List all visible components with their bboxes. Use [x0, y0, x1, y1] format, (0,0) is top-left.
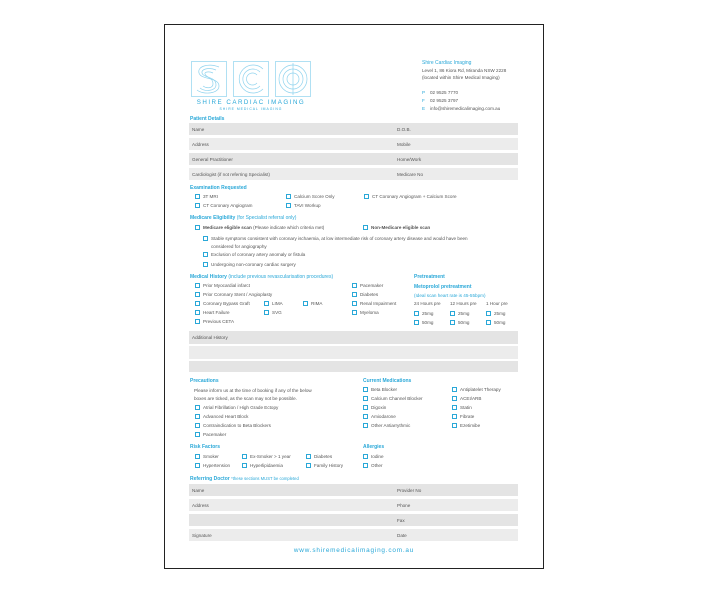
- clinic-phone: 02 9525 7770: [430, 90, 459, 95]
- checkbox[interactable]: [352, 283, 357, 288]
- criteria-stable-symptoms-cont: considered for angiography: [211, 244, 267, 249]
- doctor-name-label: Name: [192, 488, 205, 493]
- patient-medicare-label: Medicare No: [397, 172, 424, 177]
- checkbox[interactable]: [306, 463, 311, 468]
- clinic-fax: 02 9525 3797: [430, 98, 459, 103]
- checkbox[interactable]: [363, 463, 368, 468]
- checkbox[interactable]: [452, 405, 457, 410]
- logo: [189, 61, 313, 113]
- patient-cardiologist-label: Cardiologist (if not referring Specialist): [192, 172, 270, 177]
- referring-doctor-heading: Referring Doctor *these sections MUST be completed: [190, 476, 299, 482]
- doctor-row[interactable]: [189, 484, 518, 496]
- clinic-email: info@shiremedicalimaging.com.au: [430, 106, 501, 111]
- fax-label: F: [422, 98, 425, 103]
- checkbox[interactable]: [450, 320, 455, 325]
- doctor-row[interactable]: [189, 529, 518, 541]
- patient-homework-label: Home/Work: [397, 157, 422, 162]
- checkbox[interactable]: [195, 283, 200, 288]
- doctor-date-label: Date: [397, 533, 407, 538]
- patient-row[interactable]: [189, 123, 518, 135]
- clinic-name: Shire Cardiac Imaging: [422, 60, 472, 66]
- logo-tagline: SHIRE MEDICAL IMAGING: [219, 107, 283, 111]
- checkbox[interactable]: [303, 301, 308, 306]
- checkbox[interactable]: [264, 301, 269, 306]
- checkbox[interactable]: [363, 414, 368, 419]
- patient-details-heading: Patient Details: [190, 116, 225, 122]
- checkbox[interactable]: [452, 387, 457, 392]
- footer-website[interactable]: www.shiremedicalimaging.com.au: [293, 547, 415, 554]
- col-12h: 12 Hours pre: [450, 301, 477, 306]
- doctor-address-label: Address: [192, 503, 209, 508]
- logo-letter-i-mark: [275, 61, 311, 97]
- doctor-row[interactable]: [189, 499, 518, 511]
- checkbox[interactable]: [486, 320, 491, 325]
- patient-row[interactable]: [189, 138, 518, 150]
- allergies-heading: Allergies: [363, 444, 385, 450]
- checkbox[interactable]: [363, 405, 368, 410]
- additional-history-label: Additional History: [192, 335, 228, 340]
- checkbox[interactable]: [286, 194, 291, 199]
- checkbox[interactable]: [414, 311, 419, 316]
- precautions-text-1: Please inform us at the time of booking if any of the below: [194, 388, 312, 393]
- checkbox[interactable]: [352, 310, 357, 315]
- checkbox[interactable]: [195, 405, 200, 410]
- checkbox[interactable]: [203, 252, 208, 257]
- checkbox[interactable]: [363, 423, 368, 428]
- logo-name: SHIRE CARDIAC IMAGING: [196, 99, 306, 106]
- patient-name-label: Name: [192, 127, 205, 132]
- checkbox[interactable]: [452, 423, 457, 428]
- additional-history-line[interactable]: [189, 346, 518, 359]
- checkbox[interactable]: [452, 414, 457, 419]
- clinic-address-line2: (located within Shire Medical Imaging): [422, 75, 500, 80]
- heart-rate-note: (Ideal scan heart rate is 45-55bpm): [414, 293, 486, 298]
- checkbox[interactable]: [195, 310, 200, 315]
- exam-heading: Examination Requested: [190, 185, 247, 191]
- doctor-phone-label: Phone: [397, 503, 411, 508]
- patient-address-label: Address: [192, 142, 209, 147]
- patient-row[interactable]: [189, 153, 518, 165]
- checkbox[interactable]: [352, 292, 357, 297]
- checkbox[interactable]: [363, 387, 368, 392]
- patient-gp-label: General Practitioner: [192, 157, 233, 162]
- doctor-fax-label: Fax: [397, 518, 405, 523]
- metoprolol-heading: Metoprolol pretreatment: [414, 284, 472, 290]
- additional-history-field[interactable]: [189, 331, 518, 344]
- checkbox[interactable]: [242, 463, 247, 468]
- doctor-provider-label: Provider No: [397, 488, 422, 493]
- pretreatment-heading: Pretreatment: [414, 274, 445, 280]
- doctor-signature-label: Signature: [192, 533, 212, 538]
- logo-letter-s-mark: [191, 61, 227, 97]
- checkbox[interactable]: [195, 292, 200, 297]
- checkbox[interactable]: [264, 310, 269, 315]
- checkbox[interactable]: [195, 194, 200, 199]
- checkbox[interactable]: [286, 203, 291, 208]
- checkbox[interactable]: [195, 454, 200, 459]
- medicare-heading: Medicare Eligibility (for Specialist referral only): [190, 215, 297, 221]
- clinic-address-line1: Level 1, 86 Kiora Rd, Miranda NSW 2228: [422, 68, 507, 73]
- checkbox[interactable]: [195, 319, 200, 324]
- checkbox[interactable]: [195, 225, 200, 230]
- checkbox[interactable]: [414, 320, 419, 325]
- checkbox[interactable]: [452, 396, 457, 401]
- checkbox[interactable]: [203, 236, 208, 241]
- checkbox[interactable]: [363, 396, 368, 401]
- medications-heading: Current Medications: [363, 378, 412, 384]
- referral-form-page: SHIRE CARDIAC IMAGING SHIRE MEDICAL IMAGING Shire Cardiac Imaging Level 1, 86 Kiora Rd, Miranda NSW 2228 (located within Shire Medical Imaging) P 02 9525 7770 F 02 9525 3797 E info@shiremedicalimaging.com.au Patient Details Name D.O.B. Address Mobile General Practitioner Home/Work Cardiologist (if not referring Specialist) Medicare No Examination Requested 3T MRI CT Coronary Angiogram Calcium Score Only TAVI Workup CT Coronary Angiogram + Calcium Score Medicare Eligibility (for Specialist referral only) Medicare eligible scan (Please indicate which criteria met) Non-Medicare eligible scan Stable symptoms consistent with coronary ischaemia, at low intermediate risk of coronary artery disease and would have been considered for angiography Exclusion of coronary artery anomaly or fistula Undergoing non-coronary cardiac surgery Medical History (include previous revascularisation procedures) Prior Myocardial infarct Prior Coronary Stent / Angioplasty Coronary Bypass Graft Heart Failure Previous CETA LIMA RIMA SVG Pacemaker Diabetes Renal Impairment Myeloma Pretreatment Metoprolol pretreatment (Ideal scan heart rate is 45-55bpm) 24 Hours pre 12 Hours pre 1 Hour pre 25mg 50mg 25mg 50mg 25mg 50mg Additional History Precautions Please inform us at the time of booking if any of the below boxes are ticked, as the scan may not be possible. Atrial Fibrillation / High Grade Ectopy Advanced Heart Block Contraindication to Beta Blockers Pacemaker Current Medications Beta Blocker Calcium Channel Blocker Digoxin Amiodarone Other Antiarrythmic Antiplatelet Therapy ACEI/ARB Statin Fibrate Ezetimibe Risk Factors Smoker Ex-Smoker > 1 year Diabetes Hypertension Hyperlipidaemia Family History Allergies Iodine Other Referring Doctor *these sections MUST be completed Name Provider No Address Phone Fax Signature Date www.shiremedicalimaging.com.au: [164, 24, 544, 569]
- checkbox[interactable]: [195, 432, 200, 437]
- patient-dob-label: D.O.B.: [397, 127, 411, 132]
- col-1h: 1 Hour pre: [486, 301, 508, 306]
- checkbox[interactable]: [364, 194, 369, 199]
- additional-history-line[interactable]: [189, 361, 518, 372]
- email-label: E: [422, 106, 426, 111]
- precautions-text-2: boxes are ticked, as the scan may not be possible.: [194, 396, 297, 401]
- phone-label: P: [422, 90, 426, 95]
- patient-mobile-label: Mobile: [397, 142, 411, 147]
- checkbox[interactable]: [195, 423, 200, 428]
- logo-letter-c-mark: [233, 61, 269, 97]
- precautions-heading: Precautions: [190, 378, 219, 384]
- checkbox[interactable]: [306, 454, 311, 459]
- doctor-row[interactable]: [189, 514, 518, 526]
- col-24h: 24 Hours pre: [414, 301, 441, 306]
- checkbox[interactable]: [363, 225, 368, 230]
- checkbox[interactable]: [352, 301, 357, 306]
- checkbox[interactable]: [486, 311, 491, 316]
- checkbox[interactable]: [195, 301, 200, 306]
- checkbox[interactable]: [363, 454, 368, 459]
- checkbox[interactable]: [195, 414, 200, 419]
- checkbox[interactable]: [242, 454, 247, 459]
- risk-factors-heading: Risk Factors: [190, 444, 221, 450]
- history-heading: Medical History (include previous revascularisation procedures): [190, 274, 334, 280]
- checkbox[interactable]: [195, 203, 200, 208]
- checkbox[interactable]: [195, 463, 200, 468]
- checkbox[interactable]: [203, 262, 208, 267]
- checkbox[interactable]: [450, 311, 455, 316]
